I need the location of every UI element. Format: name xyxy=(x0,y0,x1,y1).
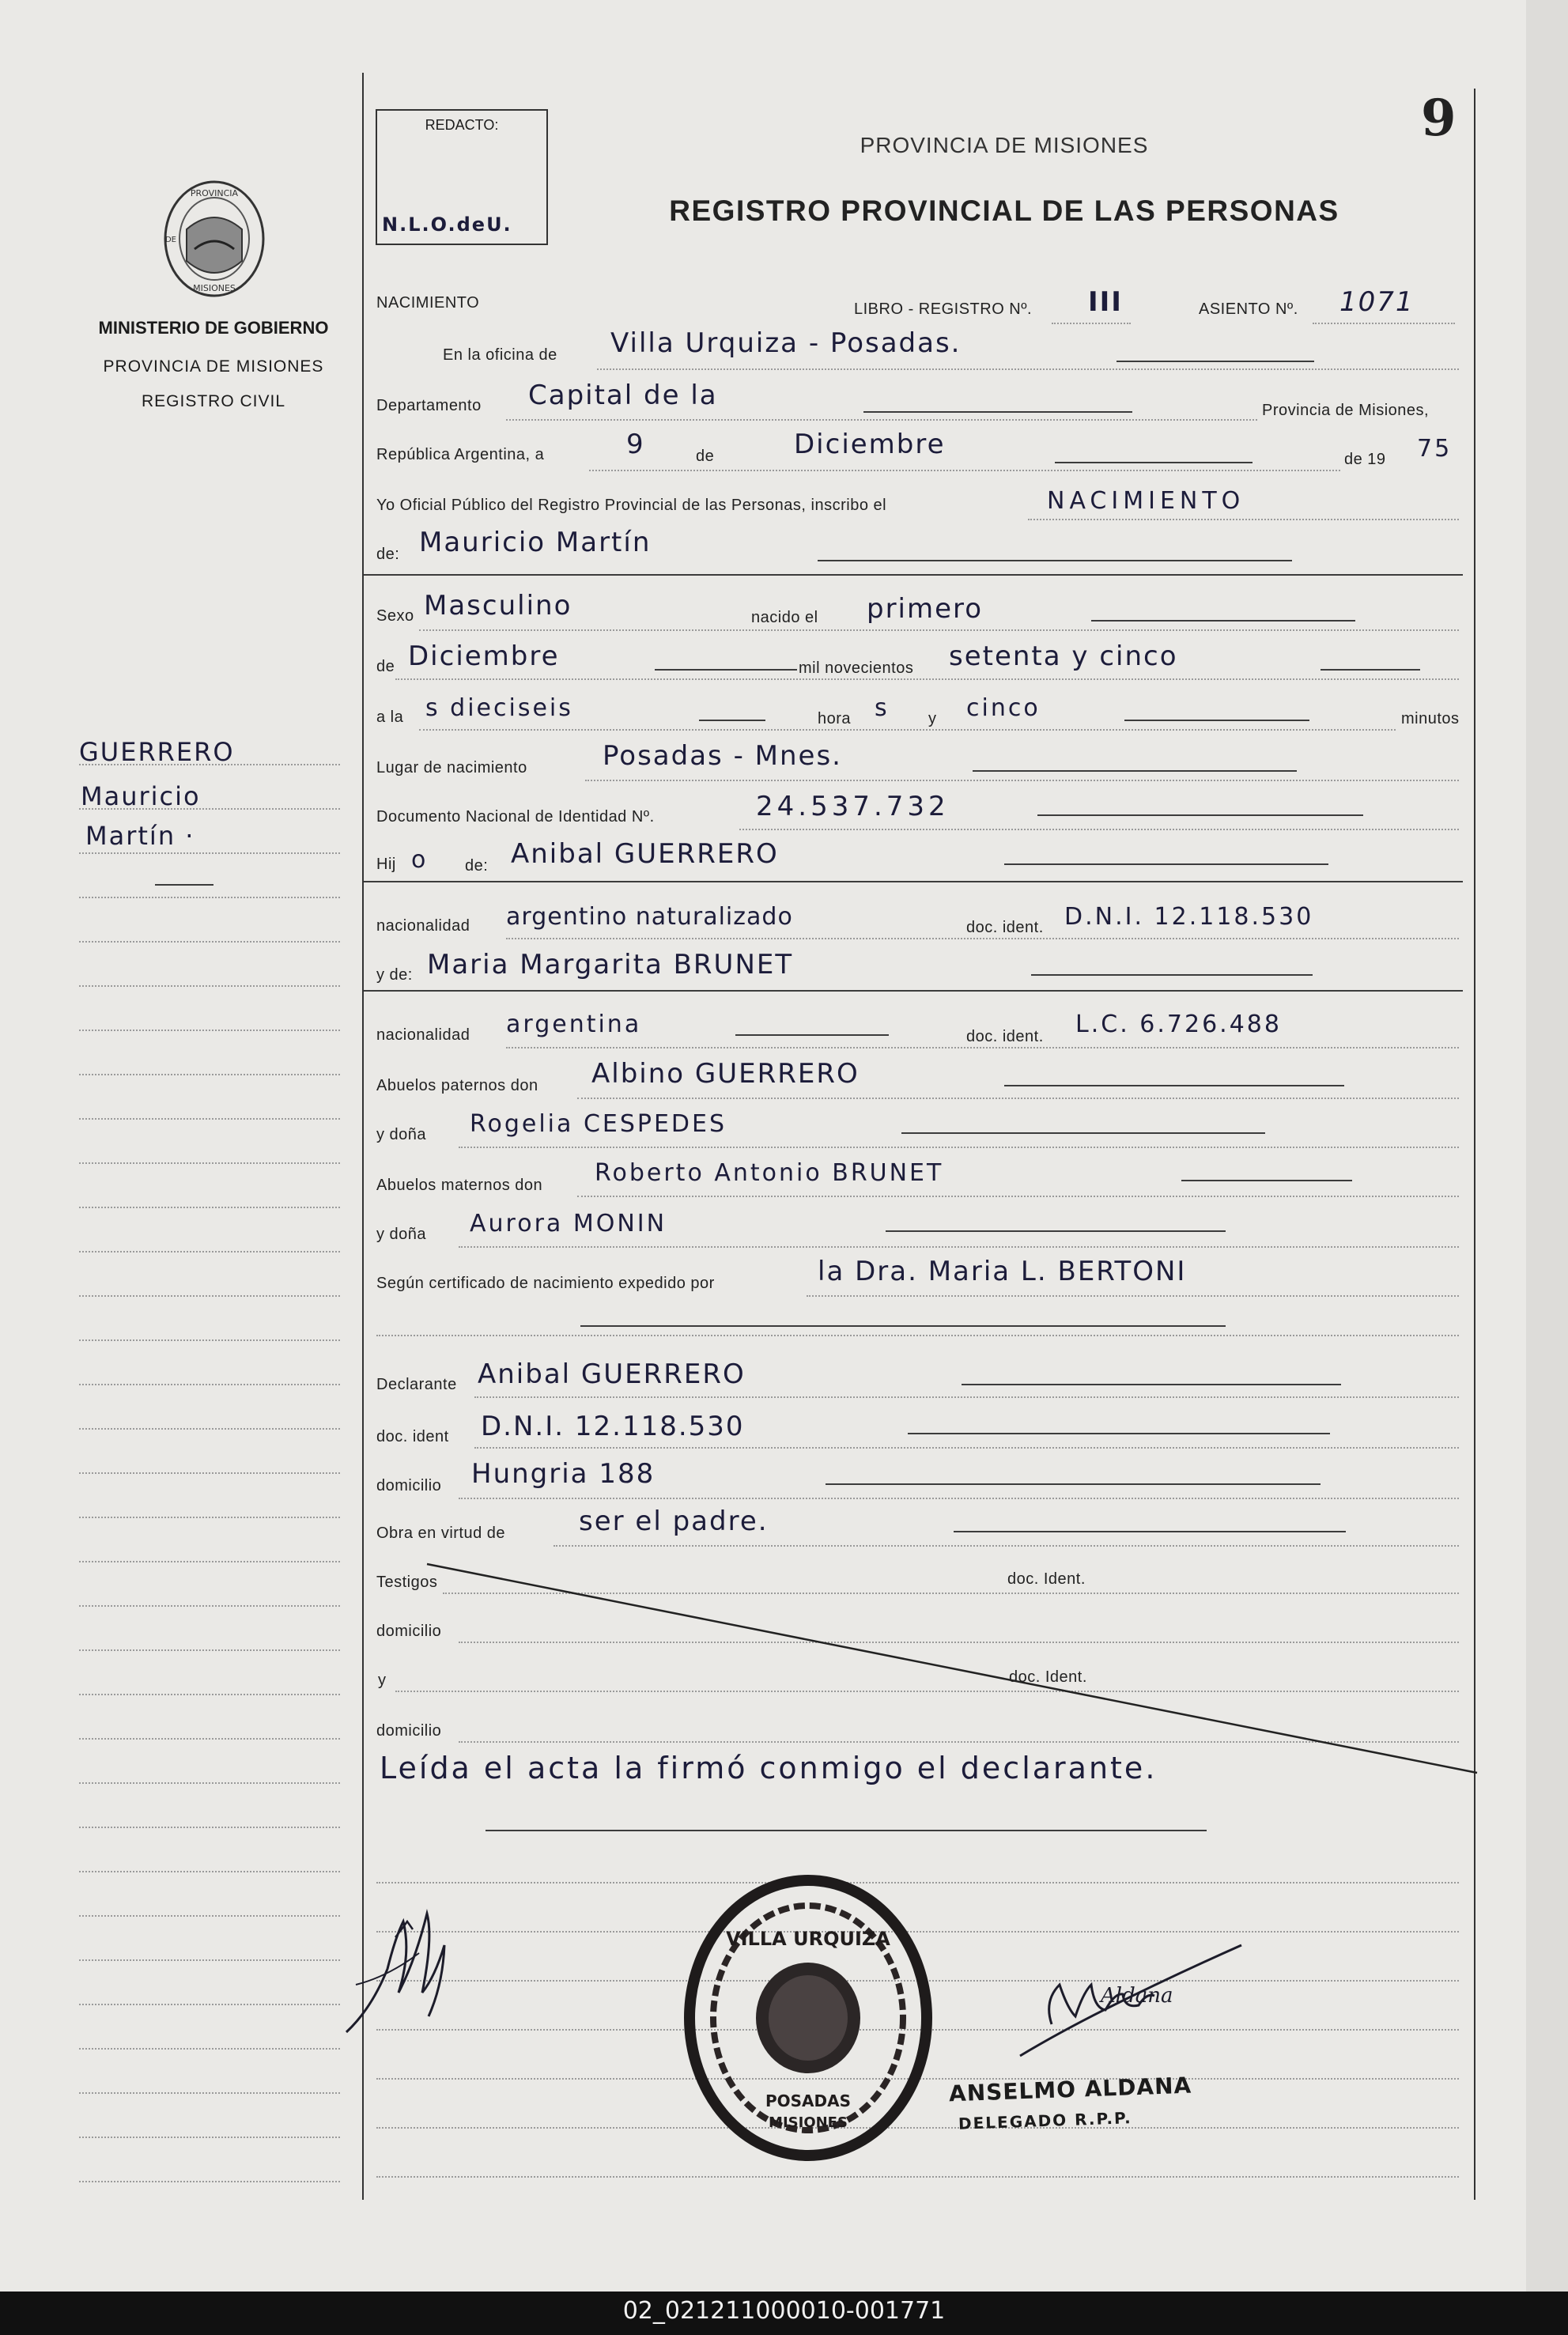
doc-ident4-label: doc. Ident. xyxy=(1009,1668,1087,1686)
asiento-value: 1071 xyxy=(1339,286,1415,318)
abuelo-mat-value: Roberto Antonio BRUNET xyxy=(595,1159,944,1187)
departamento-value: Capital de la xyxy=(528,380,718,411)
fill-dash xyxy=(908,1433,1330,1434)
libro-label: LIBRO - REGISTRO Nº. xyxy=(854,300,1033,318)
section-divider xyxy=(364,881,1463,882)
nac-madre-value: argentina xyxy=(506,1011,642,1038)
fill-dash xyxy=(954,1531,1346,1532)
stamp-word: MISIONES xyxy=(769,2114,848,2131)
doc-decl-value: D.N.I. 12.118.530 xyxy=(481,1411,745,1442)
margin-rule xyxy=(79,1605,340,1607)
mes-value: Diciembre xyxy=(794,429,946,460)
dni-label: Documento Nacional de Identidad Nº. xyxy=(376,808,655,826)
form-line xyxy=(597,368,1459,370)
margin-rule xyxy=(79,2004,340,2005)
anio-nac-value: setenta y cinco xyxy=(949,640,1178,672)
left-frame-line xyxy=(362,73,364,2200)
section-divider xyxy=(364,990,1463,992)
abuelos-mat-label: Abuelos maternos don xyxy=(376,1177,543,1194)
doc-ident2-label: doc. ident. xyxy=(966,1028,1044,1045)
segun-label: Según certificado de nacimiento expedido por xyxy=(376,1275,715,1292)
margin-rule xyxy=(79,1871,340,1872)
fill-dash xyxy=(1124,720,1309,721)
obra-value: ser el padre. xyxy=(579,1506,769,1537)
footer-id: 02_021211000010-001771 xyxy=(622,2297,946,2325)
asiento-label: ASIENTO Nº. xyxy=(1199,300,1298,318)
province-title: PROVINCIA DE MISIONES xyxy=(860,133,1149,157)
departamento-label: Departamento xyxy=(376,397,482,414)
fill-dash xyxy=(655,669,797,671)
fill-dash xyxy=(1037,814,1363,816)
hij-value: o xyxy=(411,846,429,874)
margin-rule xyxy=(79,1782,340,1784)
ala-label: a la xyxy=(376,708,404,726)
margin-rule xyxy=(79,764,340,765)
provincia-label: PROVINCIA DE MISIONES xyxy=(103,357,324,376)
margin-rule xyxy=(79,1694,340,1695)
doc-ident-label: doc. ident. xyxy=(966,919,1044,936)
domicilio3-label: domicilio xyxy=(376,1722,442,1740)
redacto-value: N.L.O.deU. xyxy=(382,213,512,236)
form-line xyxy=(506,938,1459,939)
doc-ident3-label: doc. Ident. xyxy=(1007,1570,1086,1588)
republica-label: República Argentina, a xyxy=(376,446,545,463)
y2-label: y xyxy=(378,1672,387,1689)
margin-name: Mauricio xyxy=(81,781,201,811)
ministerio-label: MINISTERIO DE GOBIERNO xyxy=(98,318,329,338)
abuelo-pat-value: Albino GUERRERO xyxy=(591,1058,860,1090)
sexo-label: Sexo xyxy=(376,607,414,625)
anio-label: de 19 xyxy=(1344,451,1386,468)
registrar-name: ANSELMO ALDANA xyxy=(948,2072,1192,2107)
margin-rule xyxy=(79,1384,340,1385)
form-line xyxy=(589,470,1340,471)
fill-dash xyxy=(886,1230,1226,1232)
hora-label: hora xyxy=(818,710,852,727)
mes-nac-value: Diciembre xyxy=(408,640,560,672)
fill-dash xyxy=(863,411,1132,413)
redacto-box xyxy=(376,109,548,245)
seal-word: MISIONES xyxy=(193,283,236,293)
minutos-label: minutos xyxy=(1401,710,1460,727)
registrar-title: DELEGADO R.P.P. xyxy=(958,2108,1133,2133)
form-line xyxy=(474,1447,1459,1449)
sexo-value: Masculino xyxy=(424,590,572,622)
form-line xyxy=(577,1196,1459,1197)
seal-word: DE xyxy=(164,236,177,244)
form-line xyxy=(474,1396,1459,1398)
section-divider xyxy=(364,574,1463,576)
doc-decl-label: doc. ident xyxy=(376,1428,449,1445)
fill-dash xyxy=(580,1325,1226,1327)
fill-dash xyxy=(735,1034,889,1036)
ala-value: s dieciseis xyxy=(425,694,573,722)
form-line xyxy=(739,829,1459,830)
margin-rule xyxy=(79,808,340,810)
margin-rule xyxy=(79,1561,340,1562)
fill-dash xyxy=(1004,863,1328,865)
obra-label: Obra en virtud de xyxy=(376,1525,506,1542)
margin-rule xyxy=(79,1649,340,1651)
form-line xyxy=(376,1335,1459,1336)
margin-rule xyxy=(79,1738,340,1740)
libro-value: III xyxy=(1088,286,1123,318)
form-line xyxy=(419,629,1459,631)
margin-name2: Martín · xyxy=(85,821,195,851)
signature-rule xyxy=(376,2176,1459,2178)
yde-label: y de: xyxy=(376,966,413,984)
fill-dash xyxy=(1031,974,1313,976)
fill-dash xyxy=(826,1483,1321,1485)
de-label: de xyxy=(696,448,715,465)
form-line xyxy=(395,678,1459,680)
margin-rule xyxy=(79,2181,340,2182)
margin-rule xyxy=(79,1074,340,1075)
anio-value: 75 xyxy=(1417,435,1453,463)
fill-dash xyxy=(699,720,765,721)
margin-rule xyxy=(79,1827,340,1828)
leida-value: Leída el acta la firmó conmigo el declarante. xyxy=(380,1751,1158,1785)
ydona2-label: y doña xyxy=(376,1226,427,1243)
margin-rule xyxy=(79,1030,340,1031)
declarante-value: Anibal GUERRERO xyxy=(478,1358,746,1390)
margin-rule xyxy=(79,1251,340,1253)
margin-rule xyxy=(79,1428,340,1430)
fill-dash xyxy=(1321,669,1420,671)
declarante-label: Declarante xyxy=(376,1376,457,1393)
form-line xyxy=(459,1246,1459,1248)
form-line xyxy=(459,1498,1459,1499)
lugar-label: Lugar de nacimiento xyxy=(376,759,527,776)
fill-dash xyxy=(1116,361,1314,362)
ydona-label: y doña xyxy=(376,1126,427,1143)
nac-padre-value: argentino naturalizado xyxy=(506,903,793,931)
margin-rule xyxy=(79,2137,340,2138)
margin-rule xyxy=(79,1959,340,1961)
margin-rule xyxy=(79,1915,340,1917)
margin-rule xyxy=(79,852,340,854)
form-line xyxy=(585,780,1459,781)
margin-rule xyxy=(79,985,340,987)
mil-label: mil novecientos xyxy=(799,659,914,677)
margin-rule xyxy=(79,1207,340,1208)
nacionalidad2-label: nacionalidad xyxy=(376,1026,470,1044)
form-line xyxy=(577,1098,1459,1099)
segun-value: la Dra. Maria L. BERTONI xyxy=(818,1256,1187,1287)
fill-dash xyxy=(1181,1180,1352,1181)
nacido-label: nacido el xyxy=(751,609,818,626)
doc-padre-value: D.N.I. 12.118.530 xyxy=(1064,903,1314,931)
margin-rule xyxy=(79,1517,340,1518)
oficina-label: En la oficina de xyxy=(443,346,557,364)
fill-dash xyxy=(1055,462,1253,463)
registry-title: REGISTRO PROVINCIAL DE LAS PERSONAS xyxy=(669,195,1339,227)
form-line xyxy=(807,1295,1459,1297)
margin-rule xyxy=(79,2092,340,2094)
dia-value: 9 xyxy=(626,429,645,460)
form-line xyxy=(419,729,1396,731)
oficina-value: Villa Urquiza - Posadas. xyxy=(610,327,962,359)
margin-rule xyxy=(79,1295,340,1297)
madre-value: Maria Margarita BRUNET xyxy=(427,949,794,980)
page-edge xyxy=(1526,0,1568,2292)
form-line xyxy=(506,1047,1459,1048)
y-label: y xyxy=(928,710,937,727)
form-line xyxy=(459,1147,1459,1148)
oficial-label: Yo Oficial Público del Registro Provincial de las Personas, inscribo el xyxy=(376,497,887,514)
margin-rule xyxy=(79,897,340,898)
margin-underline xyxy=(155,884,213,886)
de-mes-label: de xyxy=(376,658,395,675)
nacionalidad-label: nacionalidad xyxy=(376,917,470,935)
fill-dash xyxy=(486,1830,1207,1831)
fill-dash xyxy=(962,1384,1341,1385)
de-padre-label: de: xyxy=(465,857,489,875)
hij-label: Hij xyxy=(376,856,396,873)
margin-surname: GUERRERO xyxy=(79,737,235,767)
form-line xyxy=(1313,323,1455,324)
form-line xyxy=(1028,519,1459,520)
fill-dash xyxy=(1004,1085,1344,1086)
margin-rule xyxy=(79,2048,340,2050)
domicilio2-label: domicilio xyxy=(376,1623,442,1640)
margin-rule xyxy=(79,941,340,943)
fill-dash xyxy=(901,1132,1265,1134)
declarant-signature xyxy=(340,1890,467,2064)
provincial-seal xyxy=(155,174,274,308)
form-line xyxy=(1052,323,1131,324)
fill-dash xyxy=(973,770,1297,772)
registrar-signature xyxy=(1012,1937,1257,2072)
domicilio-label: domicilio xyxy=(376,1477,442,1494)
page-number: 9 xyxy=(1421,89,1457,148)
de-nombre-label: de: xyxy=(376,546,400,563)
testigos-label: Testigos xyxy=(376,1574,438,1591)
stamp-word: POSADAS xyxy=(765,2091,852,2110)
minutos-value: cinco xyxy=(966,694,1041,722)
abuela-mat-value: Aurora MONIN xyxy=(470,1210,667,1237)
doc-madre-value: L.C. 6.726.488 xyxy=(1075,1011,1282,1038)
fill-dash xyxy=(1091,620,1355,622)
lugar-value: Posadas - Mnes. xyxy=(603,740,842,772)
margin-rule xyxy=(79,1472,340,1474)
seal-word: PROVINCIA xyxy=(190,188,239,198)
nombre-value: Mauricio Martín xyxy=(419,527,652,558)
signature-scrawl: Aldana xyxy=(1101,1984,1173,2008)
redacto-label: REDACTO: xyxy=(425,117,499,133)
margin-rule xyxy=(79,1162,340,1164)
registro-civil-label: REGISTRO CIVIL xyxy=(141,392,286,410)
hora-value: s xyxy=(875,694,890,722)
padre-value: Anibal GUERRERO xyxy=(511,838,779,870)
official-stamp xyxy=(682,1872,935,2165)
nacido-value: primero xyxy=(867,593,984,625)
right-frame-line xyxy=(1474,89,1475,2200)
fill-dash xyxy=(818,560,1292,561)
margin-rule xyxy=(79,1339,340,1341)
nacimiento-label: NACIMIENTO xyxy=(376,294,480,312)
provincia-misiones-label: Provincia de Misiones, xyxy=(1262,402,1430,419)
margin-rule xyxy=(79,1118,340,1120)
stamp-word: VILLA URQUIZA xyxy=(726,1928,890,1950)
abuela-pat-value: Rogelia CESPEDES xyxy=(470,1110,727,1138)
oficial-value: NACIMIENTO xyxy=(1047,487,1245,515)
abuelos-pat-label: Abuelos paternos don xyxy=(376,1077,538,1094)
form-line xyxy=(554,1545,1459,1547)
form-line xyxy=(506,419,1257,421)
domicilio-value: Hungria 188 xyxy=(471,1458,656,1490)
dni-value: 24.537.732 xyxy=(756,791,950,822)
